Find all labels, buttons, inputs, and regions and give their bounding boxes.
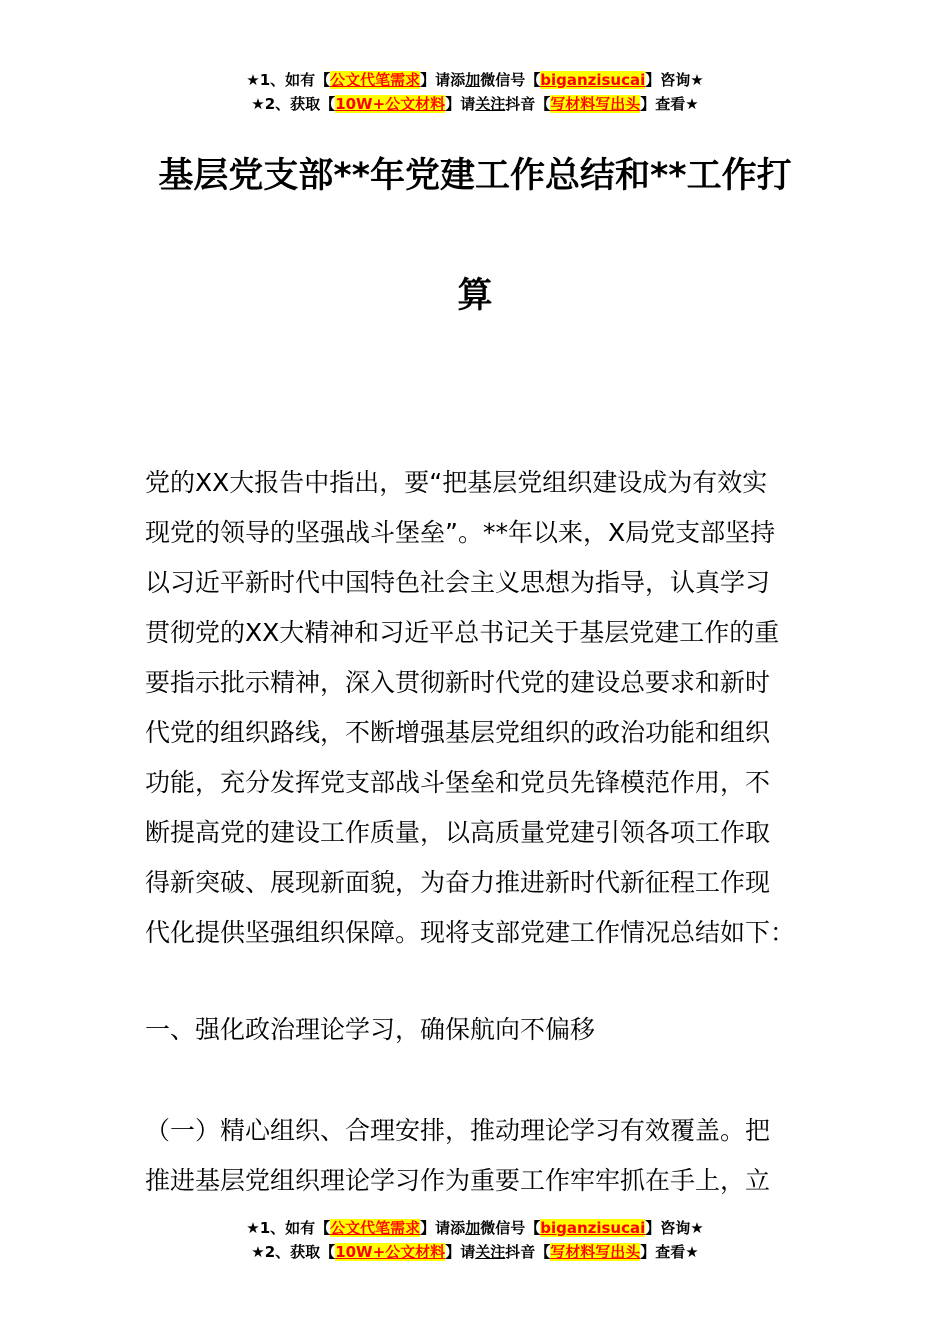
banner-highlight: biganzisucai (540, 71, 646, 89)
banner-text: 抖音【 (505, 1243, 551, 1261)
banner-underline: 关注 (475, 95, 506, 113)
paragraph-line: 断提高党的建设工作质量，以高质量党建引领各项工作取 (145, 818, 771, 847)
banner-text: 微信号【 (480, 71, 541, 89)
banner-text: 】请添 (420, 71, 466, 89)
paragraph-line: 功能，充分发挥党支部战斗堡垒和党员先锋模范作用，不 (145, 768, 771, 797)
paragraph-line: 得新突破、展现新面貌，为奋力推进新时代新征程工作现 (145, 868, 771, 897)
banner-highlight: 公文代笔需求 (330, 1219, 421, 1237)
paragraph-line: 代化提供坚强组织保障。现将支部党建工作情况总结如下： (145, 918, 796, 947)
paragraph-line: 党的XX大报告中指出，要“把基层党组织建设成为有效实 (145, 468, 768, 497)
document-title-line-2: 算 (457, 276, 493, 316)
paragraph-line: （一）精心组织、合理安排，推动理论学习有效覆盖。把 (145, 1116, 771, 1145)
banner-text: ★2、获取【 (251, 95, 336, 113)
bottom-banner (0, 1216, 950, 1264)
top-banner (0, 68, 950, 116)
banner-text: 微信号【 (480, 1219, 541, 1237)
banner-highlight: 10W+公文材料 (335, 95, 446, 113)
banner-highlight: 10W+公文材料 (335, 1243, 446, 1261)
banner-highlight: 公文代笔需求 (330, 71, 421, 89)
banner-text: ★1、如有【 (246, 71, 331, 89)
section-heading-text: 一、强化政治理论学习，确保航向不偏移 (145, 1015, 596, 1044)
banner-text: 】请 (445, 95, 476, 113)
paragraph-line: 推进基层党组织理论学习作为重要工作牢牢抓在手上，立 (145, 1166, 771, 1195)
banner-text: 】查看★ (640, 95, 699, 113)
banner-underline: 加 (465, 1219, 481, 1237)
paragraph-line: 贯彻党的XX大精神和习近平总书记关于基层党建工作的重 (145, 618, 780, 647)
section-heading (145, 1005, 595, 1055)
banner-text: 抖音【 (505, 95, 551, 113)
banner-line-2 (0, 1240, 950, 1264)
subsection-paragraph (145, 1106, 770, 1206)
banner-text: 】查看★ (640, 1243, 699, 1261)
paragraph-line: 代党的组织路线，不断增强基层党组织的政治功能和组织 (145, 718, 771, 747)
banner-line-1 (0, 1216, 950, 1240)
banner-text: 】请添 (420, 1219, 466, 1237)
document-title-line-1: 基层党支部**年党建工作总结和**工作打 (158, 156, 792, 196)
banner-underline: 关注 (475, 1243, 506, 1261)
paragraph-line: 以习近平新时代中国特色社会主义思想为指导，认真学习 (145, 568, 771, 597)
banner-highlight: 写材料写出头 (550, 95, 641, 113)
banner-text: ★2、获取【 (251, 1243, 336, 1261)
intro-paragraph (145, 458, 795, 958)
paragraph-line: 要指示批示精神，深入贯彻新时代党的建设总要求和新时 (145, 668, 771, 697)
banner-text: ★1、如有【 (246, 1219, 331, 1237)
banner-highlight: 写材料写出头 (550, 1243, 641, 1261)
banner-text: 】请 (445, 1243, 476, 1261)
banner-text: 】咨询★ (645, 1219, 704, 1237)
banner-line-1 (0, 68, 950, 92)
banner-line-2 (0, 92, 950, 116)
paragraph-line: 现党的领导的坚强战斗堡垒”。**年以来，X局党支部坚持 (145, 518, 776, 547)
banner-highlight: biganzisucai (540, 1219, 646, 1237)
banner-underline: 加 (465, 71, 481, 89)
banner-text: 】咨询★ (645, 71, 704, 89)
